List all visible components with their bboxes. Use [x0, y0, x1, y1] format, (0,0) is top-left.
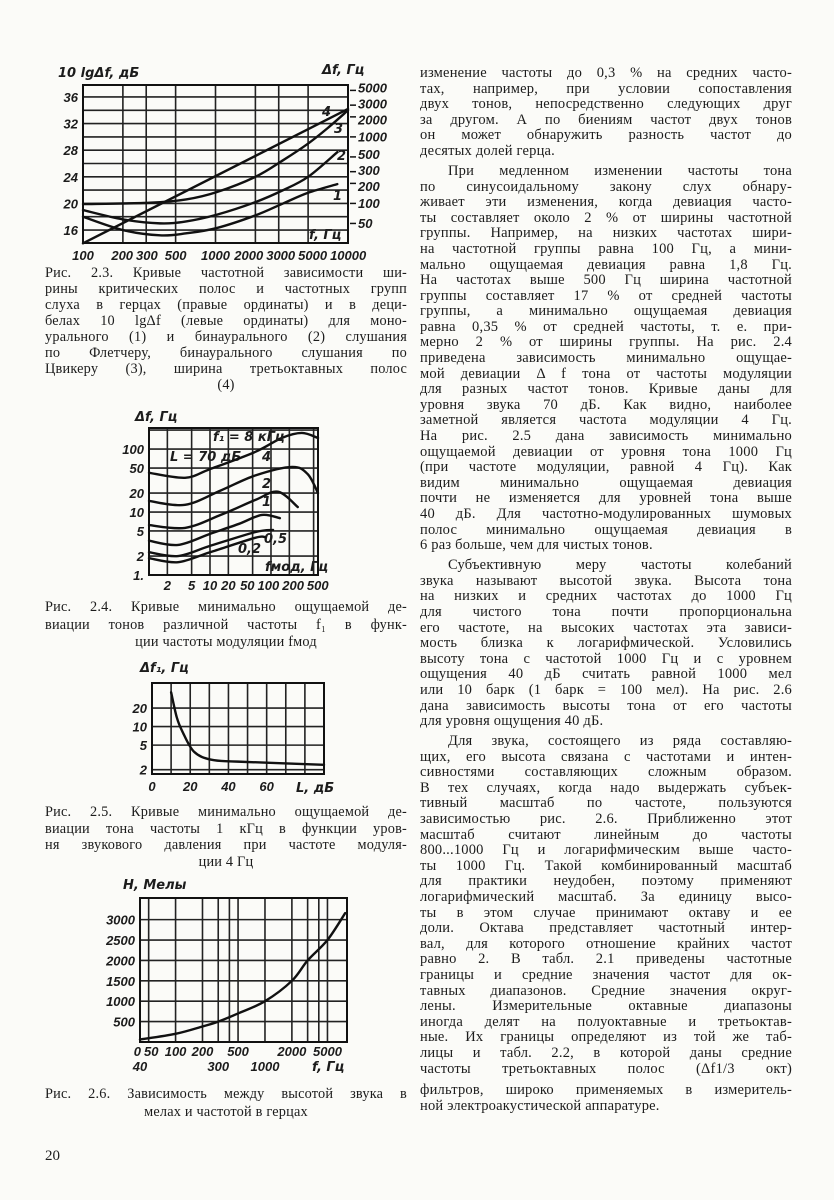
- text-line: тивный масштаб по частоте, пользуются: [420, 796, 792, 812]
- text-line: ощущения 40 дБ считать равной 1000 мел: [420, 667, 792, 683]
- fig23-ylabel-right: Δf, Гц: [322, 63, 365, 78]
- y-tick-label: 2500: [106, 933, 135, 949]
- text-line: Рис. 2.4. Кривые минимально ощущаемой де-: [45, 599, 407, 615]
- text-line: ощущаемой девиации от уровня тона 1000 Гц: [420, 444, 792, 460]
- series-label: 2: [337, 149, 347, 164]
- text-line: Цвикеру (3), ширина третьоктавных полос: [45, 361, 407, 377]
- text-line: изменение частоты до 0,3 % на средних часто-: [420, 66, 792, 81]
- y2-tick-label: 3000: [358, 96, 387, 112]
- text-line: мально ощущаемая девиация равна 1,8 Гц.: [420, 257, 792, 273]
- text-line: Рис. 2.6. Зависимость между высотой звука в: [45, 1086, 407, 1102]
- x-tick-label: 5000: [298, 248, 328, 263]
- text-line: равно 2. В табл. 2.1 приведены частотные: [420, 952, 792, 968]
- x-tick-label: 5000: [313, 1044, 342, 1059]
- x-tick-label: 5: [188, 578, 196, 593]
- x-tick-label: 100: [164, 1044, 187, 1059]
- text-line: рины критических полос и частотных групп: [45, 281, 407, 297]
- x-tick-label: 50: [240, 578, 255, 593]
- x-tick-label: 0: [133, 1044, 142, 1059]
- x-tick-label: 2000: [234, 248, 264, 263]
- x-tick-label: 1000: [250, 1059, 280, 1074]
- text-line: масштаб считают линейным до частоты: [420, 827, 792, 843]
- text-line: зависимостью рис. 2.6. Приближенно этот: [420, 812, 792, 828]
- text-line: (при частоте модуляции, равной 4 Гц). Как: [420, 460, 792, 476]
- text-line: щих, его высота связана с частотами и интен-: [420, 749, 792, 765]
- text-line: тавных диапазонов. Средние значения округ-: [420, 983, 792, 999]
- y-tick-label: 5: [136, 523, 144, 539]
- y-tick-label: 36: [63, 89, 78, 105]
- text-line: десятых долей герца.: [420, 143, 555, 159]
- text-line: для уровня ощущения 40 дБ.: [420, 714, 604, 730]
- page-number: 20: [45, 1148, 60, 1164]
- y-tick-label: 5: [139, 738, 147, 754]
- text-line: ня звукового давления при частоте модуля-: [45, 837, 407, 853]
- y2-tick-label: 5000: [358, 80, 387, 96]
- text-line: логарифмический масштаб. За единицу высо-: [420, 890, 792, 906]
- text-line: мерно 2 % от ширины группы. На рис. 2.4: [420, 335, 792, 351]
- series-label: f₁ = 8 кГц: [213, 430, 285, 445]
- fig23-xlabel: f, Гц: [309, 228, 342, 243]
- body-text: [420, 66, 792, 1114]
- x-tick-label: 200: [191, 1044, 214, 1059]
- text-line: сивностями составляющих сложным образом.: [420, 765, 792, 781]
- x-tick-label: 0: [148, 779, 156, 794]
- text-line: дана зависимость высоты тона от его частоты: [420, 698, 792, 714]
- series-curve: [149, 492, 298, 529]
- text-line: группы, а минимально ощущаемая девиация: [420, 304, 792, 320]
- fig24-xlabel: fмод, Гц: [265, 560, 329, 575]
- text-line: его частоте, на высоких частотах эта зависи-: [420, 620, 792, 636]
- series-label: 1: [333, 189, 343, 204]
- text-line: виации тона частоты 1 кГц в функции уров-: [45, 820, 407, 837]
- text-line: почти не изменяется для уровней тона выше: [420, 491, 792, 507]
- text-line: для чистого тона почти пропорциональна: [420, 604, 792, 620]
- series-label: 2: [262, 477, 272, 492]
- text-line: по синусоидальному закону слух обнару-: [420, 179, 792, 195]
- x-tick-label: 1000: [201, 248, 230, 263]
- text-line: он может обнаружить разность частот до: [420, 128, 792, 144]
- series-curve: [83, 184, 337, 235]
- text-line: иногда делят на полуоктавные и третьоктав-: [420, 1014, 792, 1030]
- text-line: группы составляет 17 % от средней частоты: [420, 288, 792, 304]
- y-tick-label: 28: [63, 143, 78, 159]
- text-line: границы и средние значения частот для ок-: [420, 968, 792, 984]
- text-line: мелах и частотой в герцах: [144, 1104, 308, 1120]
- y-tick-label: 1.: [133, 568, 144, 583]
- x-tick-label: 10: [202, 578, 218, 593]
- x-tick-label: 200: [111, 248, 134, 263]
- series-label: 0,5: [264, 532, 288, 547]
- text-line: урального (1) и бинаурального (2) слушания: [45, 329, 407, 345]
- text-line: В тех случаях, когда надо выдержать субъек-: [420, 780, 792, 796]
- text-line: доли. Октава представляет частотный интер-: [420, 921, 792, 937]
- caption-fig-2-6: [45, 1085, 407, 1121]
- y2-tick-label: 100: [358, 195, 380, 211]
- y-tick-label: 20: [132, 701, 147, 717]
- text-line: На рис. 2.5 дана зависимость минимально: [420, 429, 792, 445]
- y-tick-label: 50: [129, 461, 144, 477]
- y-tick-label: 10: [129, 505, 144, 521]
- fig24-level-annotation: L = 70 дБ: [170, 450, 242, 465]
- text-line: 800...1000 Гц и логарифмическим выше часто-: [420, 843, 792, 859]
- x-tick-label: 500: [164, 248, 187, 263]
- fig25-xlabel: L, дБ: [296, 781, 335, 796]
- y-tick-label: 20: [129, 486, 144, 502]
- fig26-ylabel: H, Мелы: [123, 878, 187, 893]
- x-tick-label: 40: [221, 779, 236, 794]
- text-line: лены. Измерительные октавные диапазоны: [420, 999, 792, 1015]
- x-tick-label: 10000: [330, 248, 367, 263]
- text-line: приведена зависимость минимально ощущае-: [420, 351, 792, 367]
- text-line: Субъективную меру частоты колебаний: [448, 558, 792, 574]
- x-tick-label: 100: [72, 248, 94, 263]
- text-line: 40 дБ. Для частотно-модулированных шумовых: [420, 507, 792, 523]
- x-tick-label: 500: [227, 1044, 249, 1059]
- text-line: вал, для которого отношение крайних частот: [420, 936, 792, 952]
- text-line: тах, например, при условии сопоставления: [420, 81, 792, 97]
- y2-tick-label: 300: [358, 163, 380, 179]
- text-line: На частотах выше 500 Гц ширина частотной: [420, 273, 792, 289]
- x-tick-label: 500: [306, 578, 329, 593]
- text-line: видим минимально ощущаемая девиация: [420, 475, 792, 491]
- x-tick-label: 20: [221, 578, 236, 593]
- series-label: 1: [262, 495, 272, 510]
- text-line: для разных частот тонов. Кривые даны для: [420, 382, 792, 398]
- text-line: ты в этом случае принимают октаву и ее: [420, 905, 792, 921]
- x-tick-label: 100: [257, 578, 280, 593]
- x-tick-label: 300: [136, 248, 158, 263]
- series-curve: [140, 913, 345, 1039]
- fig24-ylabel: Δf, Гц: [135, 410, 178, 425]
- text-line: высоту тона с частотой 1000 Гц и с уровнем: [420, 651, 792, 667]
- y2-tick-label: 200: [358, 179, 380, 195]
- text-line: или 10 барк (1 барк = 100 мел). На рис. 2.6: [420, 682, 792, 698]
- caption-fig-2-3: [45, 265, 407, 393]
- y-tick-label: 3000: [106, 912, 135, 928]
- x-tick-label: 40: [132, 1059, 148, 1074]
- text-line: лицы и табл. 2.2, в которой даны средние: [420, 1045, 792, 1061]
- x-tick-label: 300: [207, 1059, 230, 1074]
- series-label: 0,2: [238, 542, 262, 557]
- x-tick-label: 2000: [277, 1044, 307, 1059]
- caption-fig-2-4: [45, 599, 407, 652]
- text-line: для практики неудобен, поэтому применяют: [420, 874, 792, 890]
- text-line: белах 10 lgΔf (левые ординаты) для моно-: [45, 313, 407, 329]
- x-tick-label: 50: [144, 1044, 159, 1059]
- text-line: ной электроакустической аппаратуре.: [420, 1098, 660, 1114]
- text-line: мость близка к логарифмической. Условились: [420, 636, 792, 652]
- text-line: виации тонов различной частоты f₁ в функ-: [45, 616, 407, 633]
- y-tick-label: 32: [63, 116, 78, 132]
- text-line: ции частоты модуляции fмод: [135, 634, 317, 650]
- text-line: ты 1000 Гц. Такой комбинированный масштаб: [420, 858, 792, 874]
- y-tick-label: 16: [63, 223, 78, 239]
- text-line: звука называют высотой звука. Высота тона: [420, 573, 792, 589]
- text-line: заметной является частота модуляции 4 Гц.: [420, 413, 792, 429]
- text-line: группы. Например, на низких частотах шири-: [420, 226, 792, 242]
- y2-tick-label: 500: [358, 147, 380, 163]
- series-label: 3: [334, 122, 344, 137]
- text-line: уровня звука 70 дБ. Как видно, наиболее: [420, 397, 792, 413]
- text-line: Рис. 2.5. Кривые минимально ощущаемой де-: [45, 804, 407, 820]
- text-line: Рис. 2.3. Кривые частотной зависимости ши-: [45, 265, 407, 281]
- plot-frame: [152, 683, 324, 774]
- y-tick-label: 10: [132, 719, 147, 735]
- y-tick-label: 24: [63, 169, 78, 185]
- text-line: При медленном изменении частоты тона: [448, 163, 792, 179]
- fig25-ylabel: Δf₁, Гц: [140, 661, 189, 676]
- fig23-ylabel-left: 10 lgΔf, дБ: [58, 66, 140, 81]
- chart-2.6: [105, 898, 347, 1074]
- x-tick-label: 2: [163, 578, 171, 593]
- text-line: мой девиации Δ f тона от частоты модуляции: [420, 366, 792, 382]
- text-line: на низких и средних частотах до 1000 Гц: [420, 589, 792, 605]
- text-line: полос минимально ощущаемая девиация в: [420, 522, 792, 538]
- y-tick-label: 2: [136, 549, 144, 565]
- text-line: слуха в герцах (правые ординаты) и в деци-: [45, 297, 407, 313]
- y-tick-label: 2000: [106, 953, 135, 969]
- text-line: ции 4 Гц: [198, 853, 254, 870]
- y2-tick-label: 1000: [358, 129, 387, 145]
- text-line: фильтров, широко применяемых в измеритель-: [420, 1083, 792, 1099]
- series-label: 4: [322, 105, 332, 120]
- x-tick-label: 20: [182, 779, 198, 794]
- text-line: по Флетчеру, бинаурального слушания по: [45, 345, 407, 361]
- text-line: 6 раз больше, чем для чистых тонов.: [420, 538, 653, 554]
- text-line: Для звука, состоящего из ряда составляю-: [448, 734, 792, 750]
- text-line: ные. Их границы определяют из той же таб-: [420, 1030, 792, 1046]
- caption-fig-2-5: [45, 804, 407, 870]
- fig26-xlabel: f, Гц: [312, 1060, 345, 1075]
- y-tick-label: 100: [122, 442, 144, 458]
- x-tick-label: 3000: [266, 248, 296, 263]
- x-tick-label: 60: [259, 779, 274, 794]
- text-line: равна 0,35 % от средней частоты, т. е. при-: [420, 319, 792, 335]
- y-tick-label: 1000: [106, 994, 135, 1010]
- text-line: двух тонов, непосредственно следующих друг: [420, 97, 792, 113]
- y-tick-label: 2: [139, 762, 147, 778]
- y-tick-label: 20: [63, 196, 78, 212]
- text-line: ты составляет около 2 % от ширины частотной: [420, 210, 792, 226]
- text-line: за другом. А по биениям частот двух тонов: [420, 112, 792, 128]
- y-tick-label: 1500: [106, 973, 135, 989]
- series-label: 4: [262, 450, 272, 465]
- x-tick-label: 200: [282, 578, 304, 593]
- chart-2.5: [132, 683, 324, 794]
- text-line: живает эти изменения, когда девиация часто-: [420, 195, 792, 211]
- text-line: (4): [217, 377, 235, 393]
- text-line: на частотной группы равна 100 Гц, а мини-: [420, 241, 792, 257]
- series-curve: [149, 467, 318, 505]
- y-tick-label: 500: [113, 1014, 135, 1030]
- y2-tick-label: 2000: [358, 112, 387, 128]
- y2-tick-label: 50: [358, 215, 373, 231]
- text-line: частоты третьоктавных полос (Δf1/3 окт): [420, 1061, 792, 1077]
